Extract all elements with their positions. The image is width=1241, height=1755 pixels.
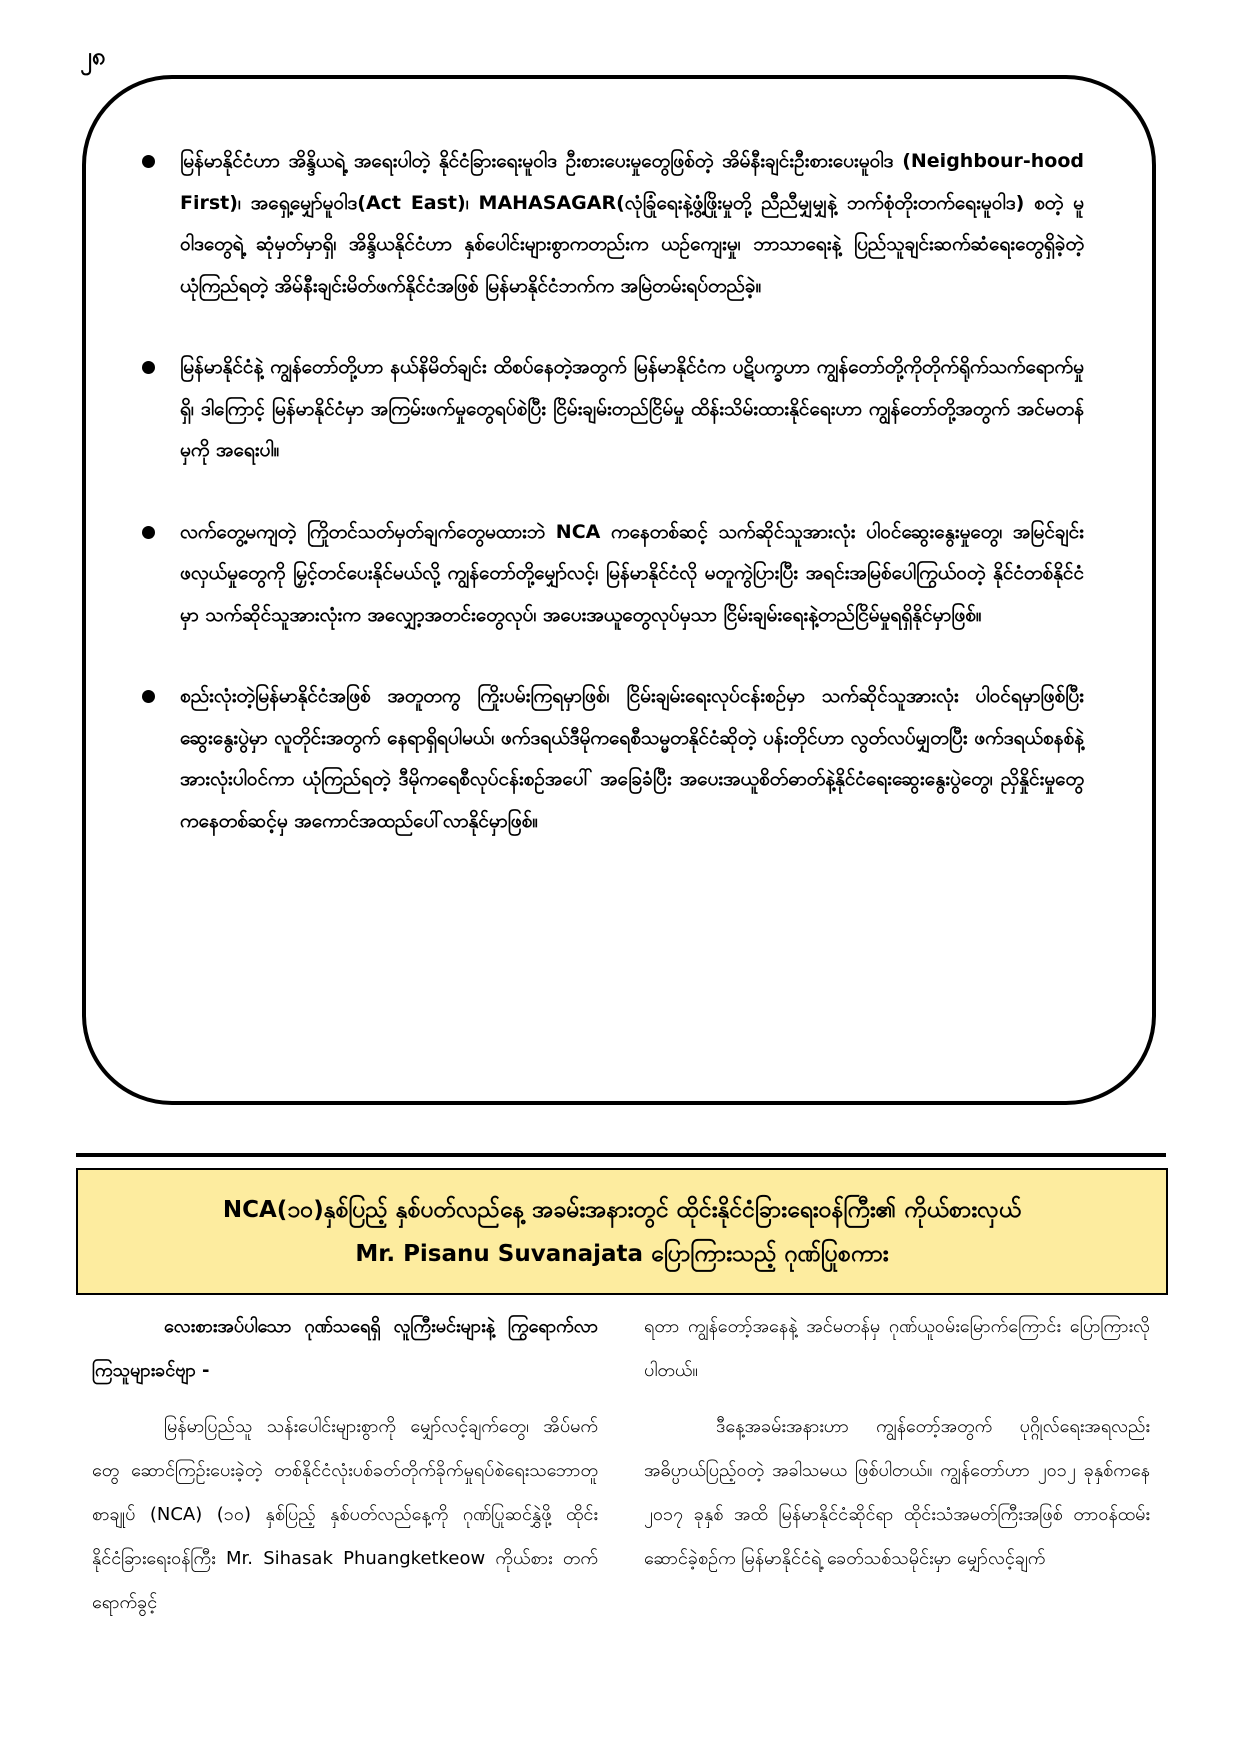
speech-title-line-1: NCA(၁၀)နှစ်ပြည့် နှစ်ပတ်လည်နေ့ အခမ်းအနားတွင် ထိုင်းနိုင်ငံခြားရေးဝန်ကြီး၏ ကိုယ်စားလှယ် <box>222 1196 1022 1223</box>
bullet-item <box>142 676 1084 842</box>
salutation: လေးစားအပ်ပါသော ဂုဏ်သရေရှိ လူကြီးမင်းများနဲ့ ကြွရောက်လာကြသူများခင်ဗျာ - <box>92 1316 598 1381</box>
speech-title-line-2: Mr. Pisanu Suvanajata ပြောကြားသည့် ဂုဏ်ပြုစကား <box>355 1240 889 1267</box>
section-divider <box>76 1153 1166 1157</box>
speech-columns <box>92 1305 1150 1637</box>
bullet-item <box>142 141 1084 307</box>
summary-box <box>82 75 1156 1105</box>
paragraph: ဒီနေ့အခမ်းအနားဟာ ကျွန်တော့်အတွက် ပုဂ္ဂိုလ်ရေးအရလည်း အဓိပ္ပာယ်ပြည့်ဝတဲ့ အခါသမယ ဖြစ်ပါတယ်။ ကျွန်တော်ဟာ ၂၀၁၂ ခုနှစ်ကနေ ၂၀၁၇ ခုနှစ် အထိ မြန်မာနိုင်ငံဆိုင်ရာ ထိုင်းသံအမတ်ကြီးအဖြစ် တာဝန်ထမ်းဆောင်ခဲ့စဉ်က မြန်မာနိုင်ငံရဲ့ ခေတ်သစ်သမိုင်းမှာ မျှော်လင့်ချက် <box>644 1416 1150 1569</box>
bullet-dot-icon <box>142 155 155 168</box>
bullet-dot-icon <box>142 526 155 539</box>
right-column <box>644 1305 1150 1637</box>
bullet-dot-icon <box>142 361 155 374</box>
bullet-dot-icon <box>142 690 155 703</box>
speech-title-box <box>76 1168 1168 1295</box>
left-column <box>92 1305 598 1637</box>
paragraph: ရတာ ကျွန်တော့်အနေနဲ့ အင်မတန်မှ ဂုဏ်ယူဝမ်းမြောက်ကြောင်း ပြောကြားလိုပါတယ်။ <box>644 1316 1150 1381</box>
bullet-item <box>142 347 1084 472</box>
bullet-text: မြန်မာနိုင်ငံနဲ့ ကျွန်တော်တို့ဟာ နယ်နိမိတ်ချင်း ထိစပ်နေတဲ့အတွက် မြန်မာနိုင်ငံက ပဋိပက္ခဟာ ကျွန်တော်တို့ကိုတိုက်ရိုက်သက်ရောက်မှုရှိ၊ ဒါကြောင့် မြန်မာနိုင်ငံမှာ အကြမ်းဖက်မှုတွေရပ်စဲပြီး ငြိမ်းချမ်းတည်ငြိမ်မှု ထိန်းသိမ်းထားနိုင်ရေးဟာ ကျွန်တော်တို့အတွက် အင်မတန်မှကို အရေးပါ။ <box>180 356 1084 461</box>
bullet-text: မြန်မာနိုင်ငံဟာ အိန္ဒိယရဲ့ အရေးပါတဲ့ နိုင်ငံခြားရေးမူဝါဒ ဦးစားပေးမှုတွေဖြစ်တဲ့ အိမ်နီးချင်းဦးစားပေးမူဝါဒ (Neighbour-hood First)၊ အရှေ့မျှော်မူဝါဒ(Act East)၊ MAHASAGAR(လုံခြုံရေးနဲ့ဖွံ့ဖြိုးမှုတို့ ညီညီမျှမျှနဲ့ ဘက်စုံတိုးတက်ရေးမူဝါဒ) စတဲ့ မူဝါဒတွေရဲ့ ဆုံမှတ်မှာရှိ၊ အိန္ဒိယနိုင်ငံဟာ နှစ်ပေါင်းများစွာကတည်းက ယဉ်ကျေးမှု၊ ဘာသာရေးနဲ့ ပြည်သူချင်းဆက်ဆံရေးတွေရှိခဲ့တဲ့ ယုံကြည်ရတဲ့ အိမ်နီးချင်းမိတ်ဖက်နိုင်ငံအဖြစ် မြန်မာနိုင်ငံဘက်က အမြဲတမ်းရပ်တည်ခဲ့။ <box>180 150 1084 297</box>
page-number: ၂၈ <box>80 42 106 70</box>
paragraph: မြန်မာပြည်သူ သန်းပေါင်းများစွာကို မျှော်လင့်ချက်တွေ၊ အိပ်မက်တွေ ဆောင်ကြဉ်းပေးခဲ့တဲ့ တစ်နိုင်ငံလုံးပစ်ခတ်တိုက်ခိုက်မှုရပ်စဲရေးသဘောတူစာချုပ် (NCA) (၁၀) နှစ်ပြည့် နှစ်ပတ်လည်နေ့ကို ဂုဏ်ပြုဆင်နွှဲဖို့ ထိုင်းနိုင်ငံခြားရေးဝန်ကြီး Mr. Sihasak Phuangketkeow ကိုယ်စား တက်ရောက်ခွင့် <box>92 1416 598 1613</box>
bullet-text: စည်းလုံးတဲ့မြန်မာနိုင်ငံအဖြစ် အတူတကွ ကြိုးပမ်းကြရမှာဖြစ်၊ ငြိမ်းချမ်းရေးလုပ်ငန်းစဉ်မှာ သက်ဆိုင်သူအားလုံး ပါဝင်ရမှာဖြစ်ပြီး ဆွေးနွေးပွဲမှာ လူတိုင်းအတွက် နေရာရှိရပါမယ်၊ ဖက်ဒရယ်ဒီမိုကရေစီသမ္မတနိုင်ငံဆိုတဲ့ ပန်းတိုင်ဟာ လွတ်လပ်မျှတပြီး ဖက်ဒရယ်စနစ်နဲ့ အားလုံးပါဝင်ကာ ယုံကြည်ရတဲ့ ဒီမိုကရေစီလုပ်ငန်းစဉ်အပေါ် အခြေခံပြီး အပေးအယူစိတ်ဓာတ်နဲ့နိုင်ငံရေးဆွေးနွေးပွဲတွေ၊ ညှိနှိုင်းမှုတွေကနေတစ်ဆင့်မှ အကောင်အထည်ပေါ်လာနိုင်မှာဖြစ်။ <box>180 685 1084 832</box>
bullet-list <box>86 79 1152 842</box>
bullet-item <box>142 512 1084 637</box>
bullet-text: လက်တွေ့မကျတဲ့ ကြိုတင်သတ်မှတ်ချက်တွေမထားဘဲ NCA ကနေတစ်ဆင့် သက်ဆိုင်သူအားလုံး ပါဝင်ဆွေးနွေးမှုတွေ၊ အမြင်ချင်းဖလှယ်မှုတွေကို မြှင့်တင်ပေးနိုင်မယ်လို့ ကျွန်တော်တို့မျှော်လင့်၊ မြန်မာနိုင်ငံလို မတူကွဲပြားပြီး အရင်းအမြစ်ပေါကြွယ်ဝတဲ့ နိုင်ငံတစ်နိုင်ငံမှာ သက်ဆိုင်သူအားလုံးက အလျှော့အတင်းတွေလုပ်၊ အပေးအယူတွေလုပ်မှသာ ငြိမ်းချမ်းရေးနဲ့တည်ငြိမ်မှုရရှိနိုင်မှာဖြစ်။ <box>180 520 1084 626</box>
